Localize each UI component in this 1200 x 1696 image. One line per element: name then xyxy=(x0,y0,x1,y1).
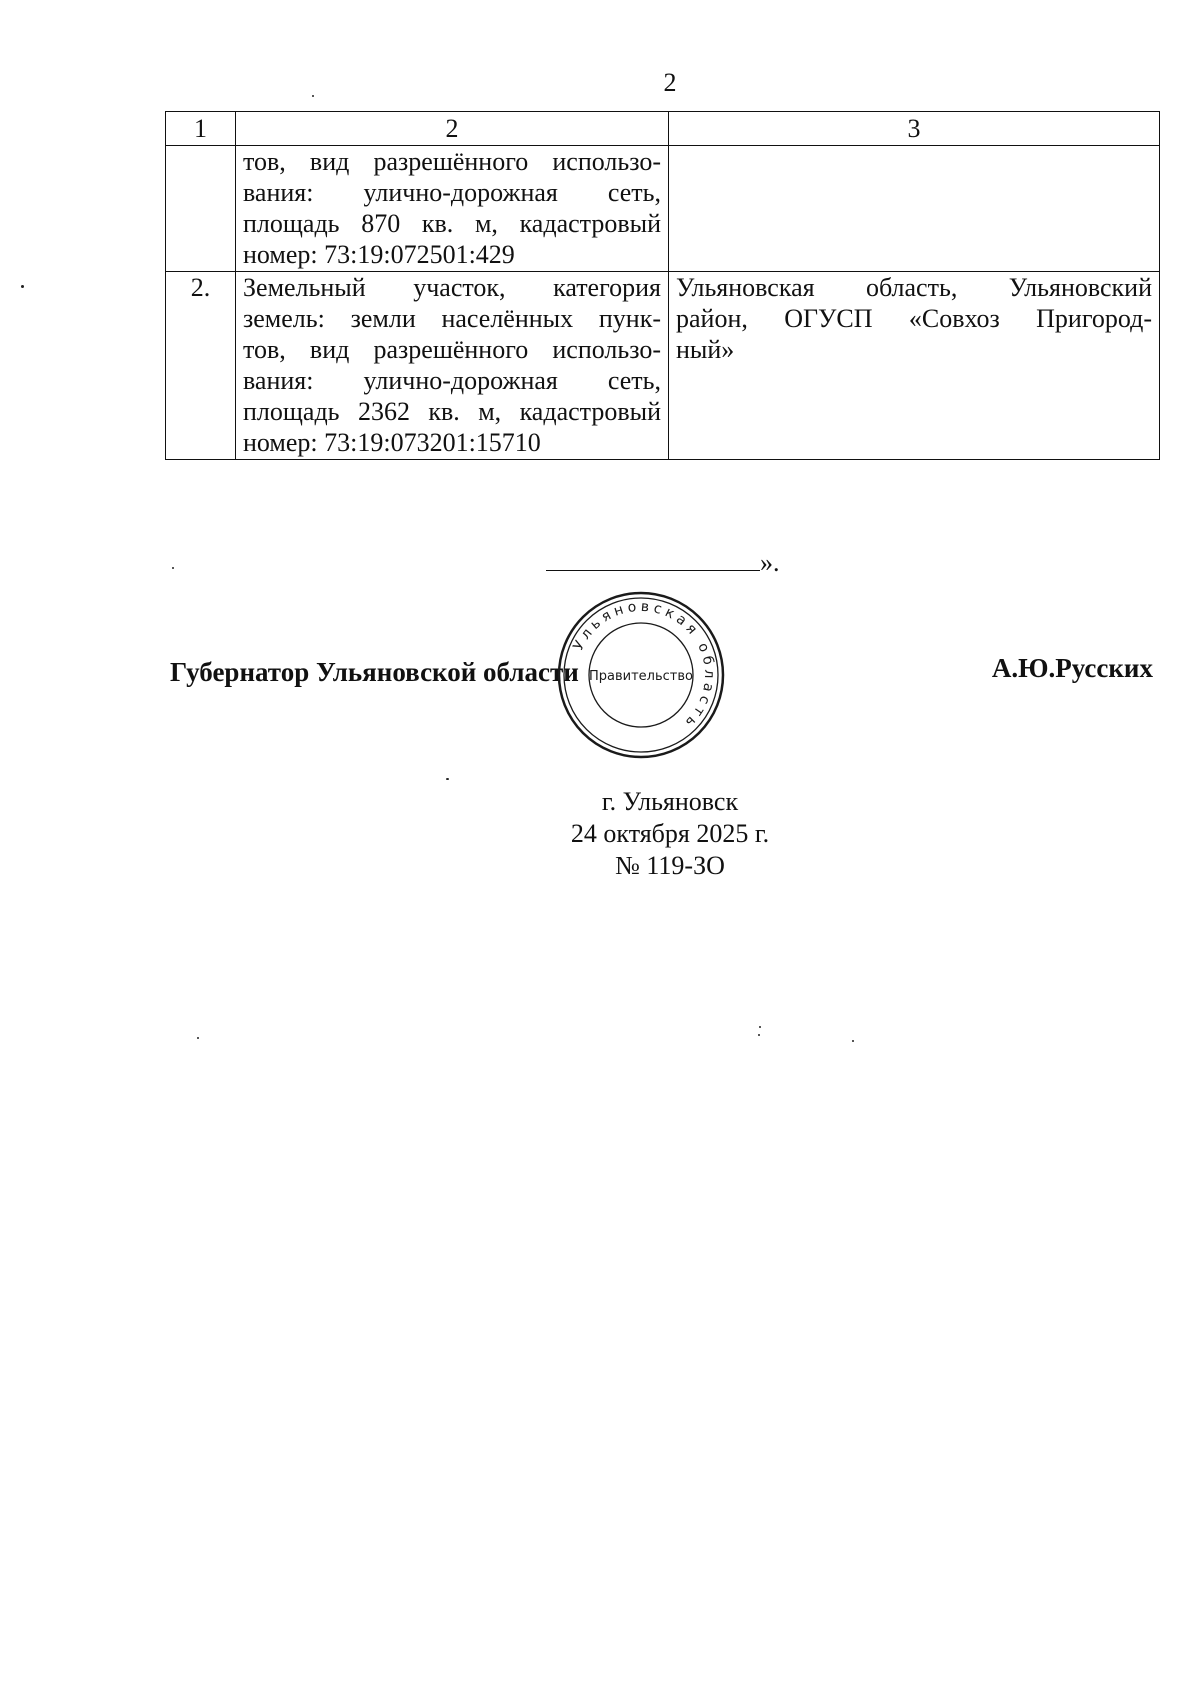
governor-title: Губернатор Ульяновской области xyxy=(170,657,579,687)
governor-name: А.Ю.Русских xyxy=(991,653,1153,683)
column-header-2: 2 xyxy=(236,112,669,146)
official-seal xyxy=(556,590,726,760)
scan-speck xyxy=(21,285,24,288)
scan-speck xyxy=(312,95,314,97)
plot-address xyxy=(669,272,1160,460)
description-line: тов, вид разрешённого использо- xyxy=(243,147,661,176)
description-line: номер: 73:19:072501:429 xyxy=(243,240,515,269)
scan-speck xyxy=(758,1034,760,1036)
plot-description xyxy=(236,146,669,272)
scan-speck xyxy=(197,1037,199,1039)
row-number xyxy=(166,146,236,272)
plot-description xyxy=(236,272,669,460)
scan-speck xyxy=(759,1026,761,1028)
description-line: тов, вид разрешённого использо- xyxy=(243,335,661,364)
row-number: 2. xyxy=(166,272,236,460)
plot-address xyxy=(669,146,1160,272)
description-line: земель: земли населённых пунк- xyxy=(243,304,661,333)
land-plots-table xyxy=(165,111,1160,460)
table-row xyxy=(166,146,1160,272)
description-line: площадь 2362 кв. м, кадастровый xyxy=(243,397,661,426)
page-number: 2 xyxy=(663,68,677,97)
seal-center-text: Правительство xyxy=(589,669,693,684)
closing-quote: ». xyxy=(760,548,780,577)
address-line: район, ОГУСП «Совхоз Пригород- xyxy=(676,304,1152,333)
description-line: площадь 870 кв. м, кадастровый xyxy=(243,209,661,238)
signature-rule xyxy=(546,548,760,571)
scan-speck xyxy=(446,778,449,780)
date: 24 октября 2025 г. xyxy=(570,819,770,848)
table-row xyxy=(166,272,1160,460)
column-header-3: 3 xyxy=(669,112,1160,146)
description-line: вания: улично-дорожная сеть, xyxy=(243,366,661,395)
description-line: Земельный участок, категория xyxy=(243,273,661,302)
description-line: номер: 73:19:073201:15710 xyxy=(243,428,541,457)
address-line: ный» xyxy=(676,335,735,364)
seal-ring-text: Ульяновская область xyxy=(570,598,718,733)
closing-line xyxy=(546,548,780,578)
scan-speck xyxy=(852,1040,854,1042)
address-line: Ульяновская область, Ульяновский xyxy=(676,273,1152,302)
svg-text:Ульяновская область xyxy=(571,599,718,733)
table-header-row xyxy=(166,112,1160,146)
description-line: вания: улично-дорожная сеть, xyxy=(243,178,661,207)
place-and-date xyxy=(520,786,820,882)
city: г. Ульяновск xyxy=(601,787,739,816)
document-number: № 119-ЗО xyxy=(615,851,725,880)
scan-speck xyxy=(172,567,174,569)
column-header-1: 1 xyxy=(166,112,236,146)
